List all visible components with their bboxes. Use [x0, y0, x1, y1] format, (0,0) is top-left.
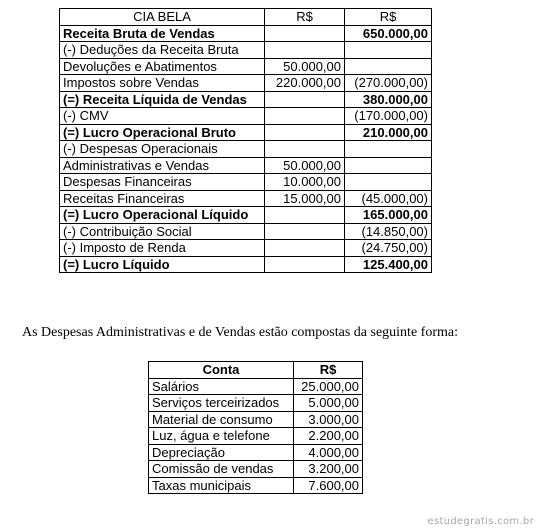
- line-item-total-value: (24.750,00): [345, 240, 432, 257]
- expense-accounts-header-row: [149, 362, 363, 379]
- account-name: Depreciação: [149, 444, 294, 461]
- account-amount: 3.200,00: [294, 461, 363, 478]
- line-item-label: (-) CMV: [60, 108, 265, 125]
- income-statement-row: [60, 75, 432, 92]
- line-item-label: Despesas Financeiras: [60, 174, 265, 191]
- line-item-total-value: (170.000,00): [345, 108, 432, 125]
- line-item-detail-value: [265, 91, 345, 108]
- line-item-detail-value: 220.000,00: [265, 75, 345, 92]
- income-statement-row: [60, 91, 432, 108]
- account-amount: 2.200,00: [294, 428, 363, 445]
- line-item-detail-value: [265, 42, 345, 59]
- line-item-total-value: [345, 157, 432, 174]
- income-statement-row: [60, 58, 432, 75]
- line-item-label: (=) Lucro Operacional Líquido: [60, 207, 265, 224]
- account-amount: 7.600,00: [294, 477, 363, 494]
- income-statement-row: [60, 174, 432, 191]
- line-item-total-value: [345, 42, 432, 59]
- income-statement-row: [60, 207, 432, 224]
- account-amount: 5.000,00: [294, 395, 363, 412]
- account-column-header: Conta: [149, 362, 294, 379]
- line-item-label: (-) Contribuição Social: [60, 223, 265, 240]
- watermark-text: estudegratis.com.br: [427, 516, 534, 527]
- line-item-total-value: 165.000,00: [345, 207, 432, 224]
- line-item-label: Receitas Financeiras: [60, 190, 265, 207]
- line-item-label: (=) Receita Líquida de Vendas: [60, 91, 265, 108]
- expense-account-row: [149, 411, 363, 428]
- line-item-total-value: [345, 174, 432, 191]
- line-item-detail-value: [265, 124, 345, 141]
- line-item-label: (=) Lucro Líquido: [60, 256, 265, 273]
- line-item-total-value: [345, 141, 432, 158]
- income-statement-row: [60, 256, 432, 273]
- line-item-total-value: (270.000,00): [345, 75, 432, 92]
- account-amount: 4.000,00: [294, 444, 363, 461]
- account-amount: 25.000,00: [294, 378, 363, 395]
- account-amount: 3.000,00: [294, 411, 363, 428]
- line-item-total-value: 650.000,00: [345, 25, 432, 42]
- line-item-detail-value: [265, 240, 345, 257]
- account-name: Taxas municipais: [149, 477, 294, 494]
- line-item-total-value: 380.000,00: [345, 91, 432, 108]
- line-item-detail-value: 10.000,00: [265, 174, 345, 191]
- accounts-intro-text: As Despesas Administrativas e de Vendas estão compostas da seguinte forma:: [22, 325, 458, 340]
- income-statement-row: [60, 157, 432, 174]
- line-item-detail-value: [265, 108, 345, 125]
- line-item-total-value: [345, 58, 432, 75]
- line-item-detail-value: 15.000,00: [265, 190, 345, 207]
- line-item-detail-value: [265, 223, 345, 240]
- income-statement-row: [60, 240, 432, 257]
- expense-account-row: [149, 378, 363, 395]
- total-currency-header: R$: [345, 9, 432, 26]
- line-item-label: (-) Despesas Operacionais: [60, 141, 265, 158]
- line-item-label: (=) Lucro Operacional Bruto: [60, 124, 265, 141]
- line-item-total-value: 125.400,00: [345, 256, 432, 273]
- line-item-label: Administrativas e Vendas: [60, 157, 265, 174]
- income-statement-row: [60, 223, 432, 240]
- line-item-label: Impostos sobre Vendas: [60, 75, 265, 92]
- income-statement-row: [60, 25, 432, 42]
- line-item-label: (-) Imposto de Renda: [60, 240, 265, 257]
- expense-accounts-table: [148, 361, 363, 494]
- amount-column-header: R$: [294, 362, 363, 379]
- line-item-label: Devoluções e Abatimentos: [60, 58, 265, 75]
- line-item-label: Receita Bruta de Vendas: [60, 25, 265, 42]
- income-statement-row: [60, 190, 432, 207]
- line-item-detail-value: [265, 207, 345, 224]
- line-item-detail-value: [265, 141, 345, 158]
- expense-account-row: [149, 461, 363, 478]
- income-statement-row: [60, 42, 432, 59]
- line-item-detail-value: 50.000,00: [265, 58, 345, 75]
- line-item-detail-value: [265, 256, 345, 273]
- account-name: Material de consumo: [149, 411, 294, 428]
- line-item-total-value: (14.850,00): [345, 223, 432, 240]
- income-statement-body: [60, 9, 432, 273]
- expense-account-row: [149, 477, 363, 494]
- line-item-label: (-) Deduções da Receita Bruta: [60, 42, 265, 59]
- income-statement-row: [60, 124, 432, 141]
- detail-currency-header: R$: [265, 9, 345, 26]
- expense-account-row: [149, 395, 363, 412]
- expense-account-row: [149, 428, 363, 445]
- company-name-header: CIA BELA: [60, 9, 265, 26]
- expense-account-row: [149, 444, 363, 461]
- line-item-total-value: (45.000,00): [345, 190, 432, 207]
- line-item-detail-value: [265, 25, 345, 42]
- account-name: Comissão de vendas: [149, 461, 294, 478]
- income-statement-table: [59, 8, 432, 273]
- line-item-total-value: 210.000,00: [345, 124, 432, 141]
- account-name: Salários: [149, 378, 294, 395]
- income-statement-header-row: [60, 9, 432, 26]
- expense-accounts-body: [149, 362, 363, 494]
- account-name: Serviços terceirizados: [149, 395, 294, 412]
- income-statement-row: [60, 108, 432, 125]
- income-statement-row: [60, 141, 432, 158]
- line-item-detail-value: 50.000,00: [265, 157, 345, 174]
- account-name: Luz, água e telefone: [149, 428, 294, 445]
